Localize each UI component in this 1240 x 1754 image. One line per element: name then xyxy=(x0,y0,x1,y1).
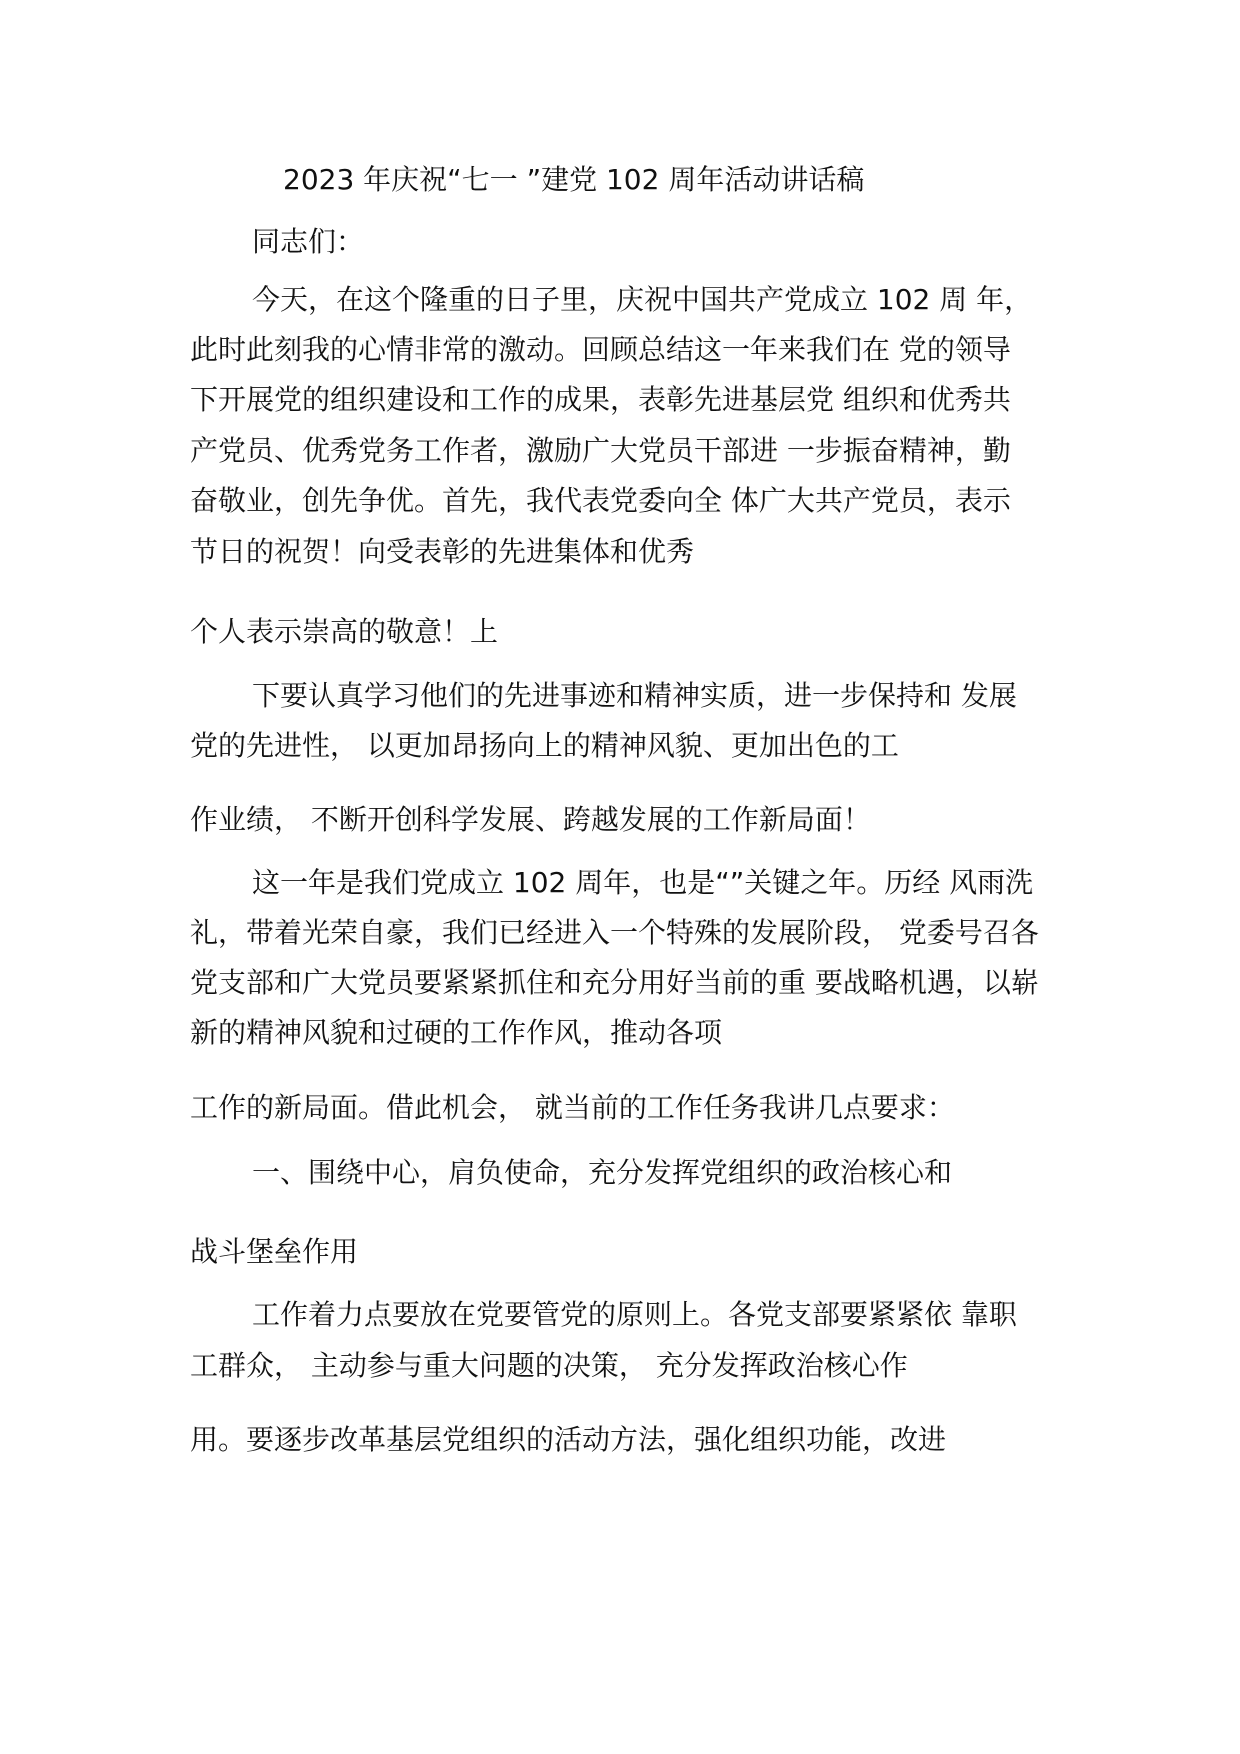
paragraph-1-line-7: 个人表示崇高的敬意！上 xyxy=(190,615,499,648)
paragraph-4-line-3: 用。要逐步改革基层党组织的活动方法，强化组织功能，改进 xyxy=(190,1423,947,1456)
document-title: 2023 年庆祝“七一 ”建党 102 周年活动讲话稿 xyxy=(283,163,865,196)
section-heading-1-line-2: 战斗堡垒作用 xyxy=(190,1235,359,1268)
paragraph-1-line-3: 下开展党的组织建设和工作的成果，表彰先进基层党 组织和优秀共 xyxy=(190,383,1011,416)
paragraph-1-line-4: 产党员、优秀党务工作者，激励广大党员干部进 一步振奋精神，勤 xyxy=(190,434,1011,467)
paragraph-1-line-5: 奋敬业，创先争优。首先，我代表党委向全 体广大共产党员，表示 xyxy=(190,484,1011,517)
salutation-line: 同志们： xyxy=(252,225,365,258)
paragraph-1-line-2: 此时此刻我的心情非常的激动。回顾总结这一年来我们在 党的领导 xyxy=(190,333,1011,366)
section-heading-1-line-1: 一、围绕中心，肩负使命，充分发挥党组织的政治核心和 xyxy=(252,1156,953,1189)
paragraph-3-line-2: 礼，带着光荣自豪，我们已经进入一个特殊的发展阶段， 党委号召各 xyxy=(190,916,1039,949)
paragraph-2-line-1: 下要认真学习他们的先进事迹和精神实质，进一步保持和 发展 xyxy=(252,679,1017,712)
paragraph-3-line-4: 新的精神风貌和过硬的工作作风，推动各项 xyxy=(190,1016,723,1049)
paragraph-4-line-1: 工作着力点要放在党要管党的原则上。各党支部要紧紧依 靠职 xyxy=(252,1298,1017,1331)
paragraph-2-line-2: 党的先进性， 以更加昂扬向上的精神风貌、更加出色的工 xyxy=(190,729,899,762)
paragraph-4-line-2: 工群众， 主动参与重大问题的决策， 充分发挥政治核心作 xyxy=(190,1349,908,1382)
paragraph-3-line-5: 工作的新局面。借此机会， 就当前的工作任务我讲几点要求： xyxy=(190,1091,955,1124)
paragraph-3-line-1: 这一年是我们党成立 102 周年，也是“”关键之年。历经 风雨洗 xyxy=(252,866,1034,899)
paragraph-2-line-3: 作业绩， 不断开创科学发展、跨越发展的工作新局面！ xyxy=(190,803,871,836)
paragraph-1-line-6: 节日的祝贺！向受表彰的先进集体和优秀 xyxy=(190,535,695,568)
paragraph-3-line-3: 党支部和广大党员要紧紧抓住和充分用好当前的重 要战略机遇，以崭 xyxy=(190,966,1039,999)
paragraph-1-line-1: 今天，在这个隆重的日子里，庆祝中国共产党成立 102 周 年， xyxy=(252,283,1033,316)
